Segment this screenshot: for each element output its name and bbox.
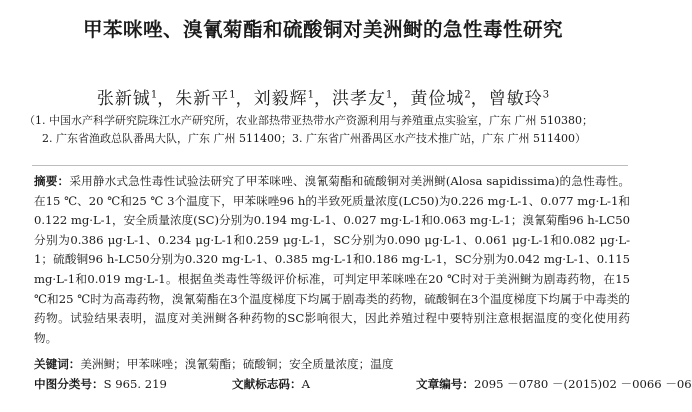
author-separator: ，	[470, 89, 489, 109]
author-list	[0, 84, 646, 109]
affiliation-line-1: （1. 中国水产科学研究院珠江水产研究所，农业部热带亚热带水产资源利用与养殖重点实验室，广东 广州 510380；	[24, 114, 593, 127]
author-name: 洪孝友	[332, 89, 386, 109]
author-affil-sup: 1	[307, 89, 314, 101]
author-name: 曾敏玲	[488, 89, 543, 109]
clc-value: S 965. 219	[103, 377, 167, 391]
article-no-label: 文章编号：	[416, 377, 474, 391]
author-separator: ，	[314, 89, 332, 109]
section-divider	[32, 165, 628, 166]
clc-label: 中图分类号：	[34, 377, 104, 391]
author-name: 刘毅辉	[253, 89, 308, 109]
author-separator: ，	[392, 89, 411, 109]
article-no-value: 2095 －0780 －(2015)02 －0066 －06	[473, 377, 692, 391]
author-affil-sup: 1	[386, 89, 393, 101]
author-separator: ，	[235, 89, 254, 109]
keywords-line	[34, 356, 393, 372]
doc-code-label: 文献标志码：	[232, 377, 302, 391]
affiliation-line-2: 2. 广东省渔政总队番禺大队，广东 广州 511400；3. 广东省广州番禺区水产技术推广站，广东 广州 511400）	[42, 132, 586, 145]
author-affil-sup: 2	[464, 89, 471, 101]
abstract-text: 采用静水式急性毒性试验法研究了甲苯咪唑、溴氰菊酯和硫酸铜对美洲鲥(Alosa sapidissima)的急性毒性。在15 ℃、20 ℃和25 ℃ 3个温度下，甲苯咪唑96 h的半致死质量浓度(LC50)为0.226 mg·L-1、0.077 mg·L-1和0.122 mg·L-1，安全质量浓度(SC)分别为0.194 mg·L-1、0.027 mg·L-1和0.063 mg·L-1；溴氰菊酯96 h-LC50分别为0.386 μg·L-1、0.234 μg·L-1和0.259 μg·L-1，SC分别为0.090 μg·L-1、0.061 μg·L-1和0.082 μg·L-1；硫酸铜96 h-LC50分别为0.320 mg·L-1、0.385 mg·L-1和0.186 mg·L-1，SC分别为0.042 mg·L-1、0.115 mg·L-1和0.019 mg·L-1。根据鱼类毒性等级评价标准，可判定甲苯咪唑在20 ℃时对于美洲鲥为剧毒药物，在15 ℃和25 ℃时为高毒药物，溴氰菊酯在3个温度梯度下均属于剧毒类的药物，硫酸铜在3个温度梯度下均属于中毒类的药物。试验结果表明，温度对美洲鲥各种药物的SC影响很大，因此养殖过程中要特别注意根据温度的变化使用药物。	[34, 174, 630, 345]
author-name: 朱新平	[175, 89, 230, 109]
doc-code-value: A	[301, 377, 310, 391]
article-number	[416, 376, 692, 392]
abstract-label: 摘要：	[34, 174, 70, 188]
paper-title: 甲苯咪唑、溴氰菊酯和硫酸铜对美洲鲥的急性毒性研究	[82, 18, 563, 41]
keywords-label: 关键词：	[34, 357, 81, 371]
author-separator: ，	[157, 89, 176, 109]
author-affil-sup: 3	[542, 89, 550, 101]
keywords-text: 美洲鲥；甲苯咪唑；溴氰菊酯；硫酸铜；安全质量浓度；温度	[80, 357, 394, 371]
author-affil-sup: 1	[229, 89, 236, 101]
document-code	[232, 376, 310, 392]
abstract-paragraph	[34, 172, 630, 348]
author-name: 黄俭城	[410, 89, 465, 109]
author-name: 张新铖	[96, 89, 151, 109]
clc-number	[34, 376, 167, 392]
author-affil-sup: 1	[150, 89, 158, 101]
